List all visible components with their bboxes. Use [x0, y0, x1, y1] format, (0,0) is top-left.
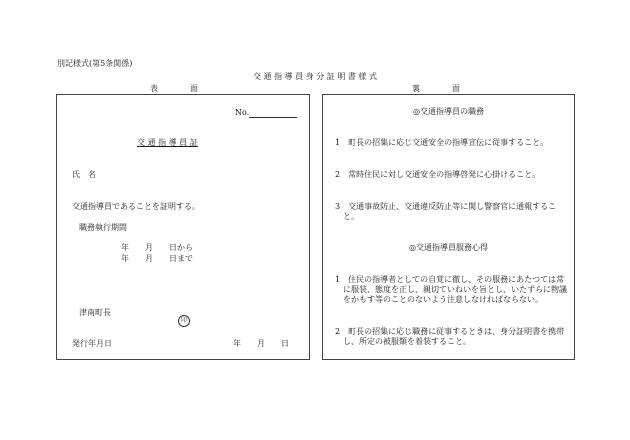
- certification-text: 交通指導員であることを証明する。: [72, 202, 200, 211]
- rule-item-2-line-2: し、所定の被服類を着装すること。: [343, 337, 471, 346]
- card-title: 交 通 指 導 員 証: [137, 138, 198, 147]
- duty-item-3-line-2: と。: [343, 212, 359, 221]
- rule-item-1: [335, 275, 567, 305]
- back-card: [322, 94, 575, 360]
- form-reference: 別記様式(第5条関係): [57, 59, 133, 68]
- duty-item-3-line-1: 3 交通事故防止、交通違反防止等に関し警察官に通報するこ: [335, 202, 557, 211]
- issue-date-value: 年 月 日: [233, 339, 289, 348]
- rule-item-1-line-3: をかもす等のことのないよう注意しなければならない。: [343, 295, 543, 304]
- rule-item-2-line-1: 2 町長の招集に応じ職務に従事するときは、身分証明書を携帯: [335, 327, 565, 336]
- issue-date-label: 発行年月日: [72, 339, 112, 348]
- duty-item-1: [335, 138, 548, 148]
- rule-item-1-line-1: 1 住民の指導者としての自覚に徹し、その服務にあたつては常: [335, 275, 565, 284]
- rule-item-1-line-2: に服装、態度を正し、親切ていねいを旨とし、いたずらに物議: [343, 285, 567, 294]
- duties-heading: ◎交通指導員の職務: [413, 107, 484, 116]
- front-card: [56, 94, 310, 360]
- back-side-label: 裏 面: [412, 84, 460, 93]
- seal-icon: 印: [178, 315, 190, 327]
- term-label: 職務執行期間: [79, 223, 127, 232]
- duty-item-3: [335, 202, 556, 222]
- term-from: 年 月 日から: [121, 243, 193, 252]
- rule-item-2: [335, 327, 564, 347]
- serial-number-field: [235, 107, 297, 118]
- term-to: 年 月 日まで: [121, 254, 193, 263]
- duty-item-2: [335, 170, 540, 180]
- name-label: 氏 名: [72, 170, 96, 179]
- issuer-name: 津南町長: [79, 308, 111, 317]
- rules-heading: ◎交通指導員服務心得: [409, 243, 488, 252]
- document-title: 交 通 指 導 員 身 分 証 明 書 様 式: [253, 72, 377, 81]
- duty-item-1-line-1: 1 町長の招集に応じ交通安全の指導宣伝に従事すること。: [335, 138, 549, 147]
- seal-mark: [178, 307, 190, 327]
- serial-number-label: No.: [235, 108, 250, 117]
- serial-number-line: [249, 107, 297, 118]
- duty-item-2-line-1: 2 常時住民に対し交通安全の指導啓発に心掛けること。: [335, 170, 541, 179]
- front-side-label: 表 面: [150, 84, 198, 93]
